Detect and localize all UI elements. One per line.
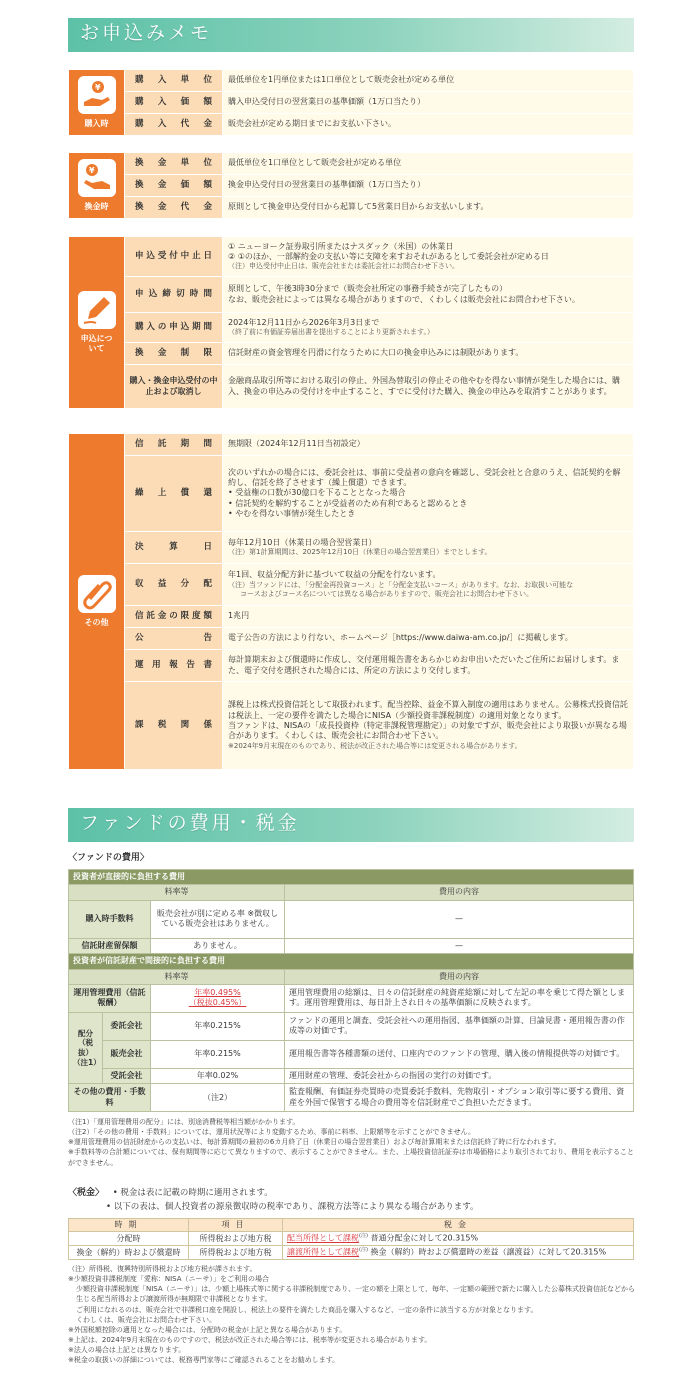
col-content-header: 費用の内容 xyxy=(285,885,634,900)
period-note: （終了前に有価証券届出書を提出することにより更新されます。） xyxy=(228,328,434,337)
tax-r2-mark: (注) xyxy=(359,1247,368,1254)
closing-date-label: 決算日 xyxy=(125,532,223,564)
tax-note-5: くわしくは、販売会社にお問合わせ下さい。 xyxy=(76,1315,216,1324)
tax-r1-period: 分配時 xyxy=(69,1232,189,1246)
distribution-note1: （注）当ファンドには、「分配金再投資コース」と「分配金支払いコース」があります。なお、お取扱い可能な xyxy=(228,580,574,589)
tax-r2-item: 所得税および地方税 xyxy=(189,1246,283,1260)
redemption-hand-icon xyxy=(78,159,116,197)
redemption-payment-value: 原則として換金申込受付日から起算して5営業日目からお支払いします。 xyxy=(223,197,634,219)
limit-value: 1兆円 xyxy=(223,606,634,628)
fees-note-1: （注1）「運用管理費用の配分」には、別途消費税等相当額がかかります。 xyxy=(68,1118,300,1126)
purchase-fee-content: — xyxy=(285,900,634,938)
tax-tax-header: 税金 xyxy=(283,1219,634,1232)
suspension-label: 購入・換金申込受付の中止および取消し xyxy=(125,365,223,409)
period-label: 購入の申込期間 xyxy=(125,313,223,343)
purchase-hand-icon xyxy=(78,76,116,114)
allocation-label: 配分（税抜）（注1） xyxy=(69,1012,103,1083)
tax-note-8: ※法人の場合は上記とは異なります。 xyxy=(68,1346,186,1355)
fees-title-banner xyxy=(68,808,634,842)
application-side-label: 申込について xyxy=(80,333,113,353)
report-label: 運用報告書 xyxy=(125,650,223,682)
notice-value: 電子公告の方法により行ない、ホームページ［https://www.daiwa-am.co.jp/］に掲載します。 xyxy=(223,628,634,650)
col-rate-header: 料率等 xyxy=(69,885,285,900)
other-side-label: その他 xyxy=(84,617,109,627)
tax-r1-mark: (注) xyxy=(359,1233,368,1240)
fees-heading: 〈ファンドの費用〉 xyxy=(68,853,149,863)
tax-notes xyxy=(68,1264,638,1365)
tax-note-1: （注）所得税、復興特別所得税および地方税が課されます。 xyxy=(68,1265,257,1273)
fees-note-3: ※運用管理費用の信託財産からの支払いは、毎計算期間の最初の6カ月終了日（休業日の場合翌営業日）および毎計算期末または信託終了時に行なわれます。 xyxy=(68,1138,561,1147)
purchase-side xyxy=(69,70,125,136)
early-redemption-label: 繰上償還 xyxy=(125,456,223,532)
tax-period-header: 時期 xyxy=(69,1219,189,1232)
limit-label: 信託金の限度額 xyxy=(125,606,223,628)
deadline-line2: なお、販売会社によっては異なる場合がありますので、くわしくは販売会社にお問合わせ下さい。 xyxy=(228,294,580,304)
memo-title: お申込みメモ xyxy=(80,22,213,44)
taxation-label: 課税関係 xyxy=(125,682,223,770)
tax-note-7: ※上記は、2024年9月末現在のものですので、税法が改正された場合等には、税率等が変更される場合があります。 xyxy=(68,1335,432,1344)
tax-heading: 〈税金〉 xyxy=(68,1188,105,1198)
seller-content: 運用報告書等各種書類の送付、口座内でのファンドの管理、購入後の情報提供等の対価です。 xyxy=(285,1040,634,1068)
tax-bullet-2: • 以下の表は、個人投資者の源泉徴収時の税率であり、課税方法等により異なる場合があります。 xyxy=(106,1201,479,1212)
trustor-content: ファンドの運用と調査、受託会社への運用指図、基準価額の計算、目論見書・運用報告書の作成等の対価です。 xyxy=(285,1012,634,1040)
fees-note-4: ※手数料等の合計額については、保有期間等に応じて異なりますので、表示することができません。また、上場投資信託証券は市場価格により取引されており、費用を表示することができません。 xyxy=(68,1148,635,1167)
mgmt-fee-rate-ex-tax: （税抜0.45%） xyxy=(188,998,247,1008)
closing-date-note: （注）第1計算期間は、2025年12月10日（休業日の場合翌営業日）までとします。 xyxy=(228,548,492,557)
trustor-label: 委託会社 xyxy=(103,1012,151,1040)
early-redemption-bullet3: • やむを得ない事情が発生したとき xyxy=(228,509,356,519)
redemption-side xyxy=(69,153,125,219)
tax-note-2: ※少額投資非課税制度「愛称：NISA（ニーサ）」をご利用の場合 xyxy=(68,1275,270,1284)
deadline-label: 申込締切時間 xyxy=(125,277,223,313)
other-fee-label: その他の費用・手数料 xyxy=(69,1084,151,1112)
redemption-side-label: 換金時 xyxy=(84,201,109,211)
deadline-line1: 原則として、午後3時30分まで（販売会社所定の事務手続きが完了したもの） xyxy=(228,284,508,294)
redemption-price-value: 換金申込受付日の翌営業日の基準価額（1万口当たり） xyxy=(223,175,634,197)
early-redemption-bullet2: • 信託契約を解約することが受益者のため有利であると認めるとき xyxy=(228,498,468,508)
svg-text:¥: ¥ xyxy=(94,82,101,92)
retention-content: — xyxy=(285,938,634,953)
restriction-label: 換金制限 xyxy=(125,343,223,365)
tax-bullet-1: • 税金は表に記載の時期に適用されます。 xyxy=(112,1188,273,1198)
early-redemption-intro: 次のいずれかの場合には、委託会社は、事前に受益者の意向を確認し、受託会社と合意のうえ、信託契約を解約し、信託を終了させます（繰上償還）できます。 xyxy=(228,467,621,487)
purchase-fee-label: 購入時手数料 xyxy=(69,900,151,938)
distribution-label: 収益分配 xyxy=(125,564,223,606)
purchase-payment-label: 購入代金 xyxy=(125,114,223,136)
tax-note-3: 少額投資非課税制度「NISA（ニーサ）」は、少額上場株式等に関する非課税制度であり、一定の額を上限として、毎年、一定額の範囲で新たに購入した公募株式投資信託などから生じる配当所得および譲渡所得が無期限で非課税となります。 xyxy=(76,1285,636,1304)
stop-days-note: （注）申込受付中止日は、販売会社または委託会社にお問合わせ下さい。 xyxy=(228,262,459,271)
mgmt-fee-rate: 年率0.495% xyxy=(194,988,241,998)
trust-period-value: 無期限（2024年12月11日当初設定） xyxy=(223,434,634,456)
fees-notes xyxy=(68,1117,638,1168)
col-content-header-2: 費用の内容 xyxy=(285,969,634,984)
stop-days-line2: ② ①のほか、一部解約金の支払い等に支障を来すおそれがあるとして委託会社が定める日 xyxy=(228,251,549,261)
tax-r1-tag: 配当所得として課税 xyxy=(287,1234,359,1244)
seller-rate: 年率0.215% xyxy=(151,1040,285,1068)
purchase-fee-rate: 販売会社が別に定める率 ※徴収している販売会社はありません。 xyxy=(151,900,285,938)
distribution-line1: 年1回、収益分配方針に基づいて収益の分配を行ないます。 xyxy=(228,570,441,580)
purchase-payment-value: 販売会社が定める期日までにお支払い下さい。 xyxy=(223,114,634,136)
tax-r2-period: 換金（解約）時および償還時 xyxy=(69,1246,189,1260)
other-fee-content: 監査報酬、有価証券売買時の売買委託手数料、先物取引・オプション取引等に要する費用、資産を外国で保管する場合の費用等を信託財産でご負担いただきます。 xyxy=(285,1084,634,1112)
redemption-unit-value: 最低単位を1口単位として販売会社が定める単位 xyxy=(223,153,634,175)
application-table xyxy=(68,236,634,409)
direct-costs-header: 投資者が直接的に負担する費用 xyxy=(69,870,634,885)
col-rate-header-2: 料率等 xyxy=(69,969,285,984)
redemption-price-label: 換金価額 xyxy=(125,175,223,197)
fees-table xyxy=(68,869,634,1112)
purchase-side-label: 購入時 xyxy=(84,118,109,128)
tax-r1-item: 所得税および地方税 xyxy=(189,1232,283,1246)
tax-r1-desc: 普通分配金に対して20.315% xyxy=(370,1234,479,1244)
stop-days-line1: ① ニューヨーク証券取引所またはナスダック（米国）の休業日 xyxy=(228,241,454,251)
purchase-unit-label: 購入単位 xyxy=(125,70,223,92)
early-redemption-bullet1: • 受益権の口数が30億口を下ることとなった場合 xyxy=(228,488,406,498)
closing-date-line1: 毎年12月10日（休業日の場合翌営業日） xyxy=(228,537,377,547)
restriction-value: 信託財産の資金管理を円滑に行なうために大口の換金申込みには制限があります。 xyxy=(223,343,634,365)
retention-rate: ありません。 xyxy=(151,938,285,953)
other-table xyxy=(68,433,634,770)
trustee-label: 受託会社 xyxy=(103,1068,151,1083)
redemption-unit-label: 換金単位 xyxy=(125,153,223,175)
tax-r2-tag: 譲渡所得として課税 xyxy=(287,1248,359,1258)
other-fee-rate: （注2） xyxy=(151,1084,285,1112)
redemption-payment-label: 換金代金 xyxy=(125,197,223,219)
purchase-unit-value: 最低単位を1円単位または1口単位として販売会社が定める単位 xyxy=(223,70,634,92)
indirect-costs-header: 投資者が信託財産で間接的に負担する費用 xyxy=(69,954,634,969)
redemption-table xyxy=(68,152,634,219)
period-line1: 2024年12月11日から2026年3月3日まで xyxy=(228,317,380,327)
application-side xyxy=(69,237,125,409)
memo-title-banner xyxy=(68,18,634,52)
purchase-price-value: 購入申込受付日の翌営業日の基準価額（1万口当たり） xyxy=(223,92,634,114)
purchase-table xyxy=(68,69,634,136)
tax-note-6: ※外国税額控除の適用となった場合には、分配時の税金が上記と異なる場合があります。 xyxy=(68,1325,347,1334)
mgmt-fee-label: 運用管理費用（信託報酬） xyxy=(69,984,151,1012)
taxation-para2: 当ファンドは、NISAの「成長投資枠（特定非課税管理勘定）」の対象ですが、販売会社により取扱いが異なる場合があります。くわしくは、販売会社にお問合わせ下さい。 xyxy=(228,720,627,741)
trustee-rate: 年率0.02% xyxy=(151,1068,285,1083)
suspension-value: 金融商品取引所等における取引の停止、外国為替取引の停止その他やむを得ない事情が発生した場合には、購入、換金の申込みの受付けを中止すること、すでに受付けた購入、換金の申込みを取消すことがあります。 xyxy=(223,365,634,409)
pen-icon xyxy=(78,291,116,329)
other-side xyxy=(69,434,125,770)
svg-text:¥: ¥ xyxy=(88,165,95,175)
purchase-price-label: 購入価額 xyxy=(125,92,223,114)
trust-period-label: 信託期間 xyxy=(125,434,223,456)
taxation-note: ※2024年9月末現在のものであり、税法が改正された場合等には変更される場合があります。 xyxy=(228,741,522,750)
retention-label: 信託財産留保額 xyxy=(69,938,151,953)
taxation-para1: 課税上は株式投資信託として取扱われます。配当控除、益金不算入制度の適用はありません。公募株式投資信託は税法上、一定の要件を満たした場合にNISA（少額投資非課税制度）の適用対象となります。 xyxy=(228,700,628,720)
tax-r2-desc: 換金（解約）時および償還時の差益（譲渡益）に対して20.315% xyxy=(370,1248,607,1258)
distribution-note2: コースおよびコース名については異なる場合がありますので、販売会社にお問合わせ下さい。 xyxy=(240,589,534,598)
notice-label: 公告 xyxy=(125,628,223,650)
fees-title: ファンドの費用・税金 xyxy=(80,812,300,834)
report-value: 毎計算期末および償還時に作成し、交付運用報告書をあらかじめお申出いただいたご住所にお届けします。また、電子交付を選択された場合には、所定の方法により交付します。 xyxy=(223,650,634,682)
stop-days-label: 申込受付中止日 xyxy=(125,237,223,277)
tax-intro xyxy=(68,1187,479,1213)
trustee-content: 運用財産の管理、委託会社からの指図の実行の対価です。 xyxy=(285,1068,634,1083)
seller-label: 販売会社 xyxy=(103,1040,151,1068)
paperclip-icon xyxy=(78,575,116,613)
trustor-rate: 年率0.215% xyxy=(151,1012,285,1040)
tax-note-4: ご利用になれるのは、販売会社で非課税口座を開設し、税法上の要件を満たした商品を購入するなど、一定の条件に該当する方が対象となります。 xyxy=(76,1305,538,1314)
tax-table xyxy=(68,1218,634,1260)
tax-note-9: ※税金の取扱いの詳細については、税務専門家等にご確認されることをお勧めします。 xyxy=(68,1356,340,1365)
fees-note-2: （注2）「その他の費用・手数料」については、運用状況等により変動するため、事前に料率、上限額等を示すことができません。 xyxy=(68,1128,475,1137)
tax-item-header: 項目 xyxy=(189,1219,283,1232)
mgmt-fee-content: 運用管理費用の総額は、日々の信託財産の純資産総額に対して左記の率を乗じて得た額とします。運用管理費用は、毎日計上され日々の基準価額に反映されます。 xyxy=(285,984,634,1012)
